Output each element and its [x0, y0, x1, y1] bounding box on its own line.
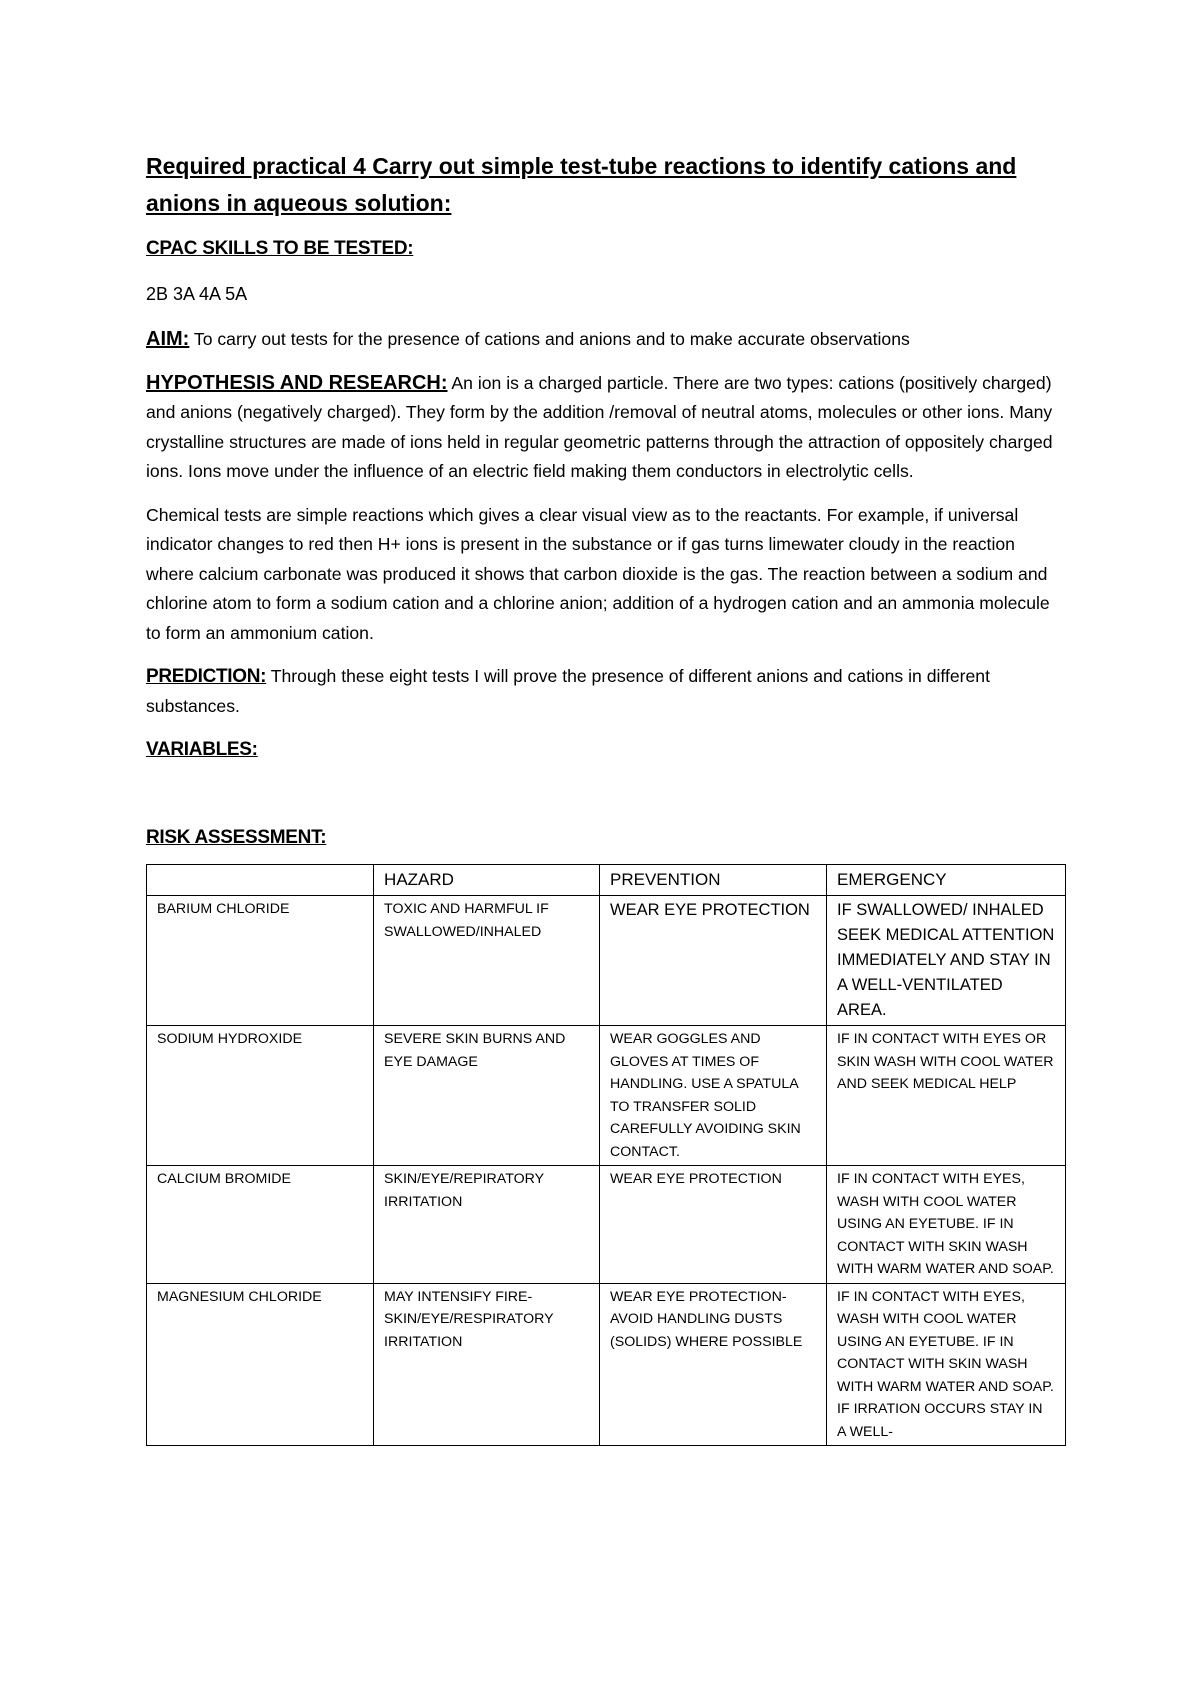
prevention-cell: WEAR GOGGLES AND GLOVES AT TIMES OF HANDLING. USE A SPATULA TO TRANSFER SOLID CAREFULLY AVOIDING SKIN CONTACT. — [600, 1026, 827, 1166]
cpac-heading — [146, 234, 1066, 264]
table-row — [147, 1283, 1066, 1446]
table-header-row — [147, 865, 1066, 896]
cpac-codes: 2B 3A 4A 5A — [146, 283, 248, 304]
variables-heading — [146, 735, 1066, 765]
hazard-cell: SEVERE SKIN BURNS AND EYE DAMAGE — [374, 1026, 600, 1166]
hypothesis-paragraph — [146, 369, 1066, 487]
risk-assessment-heading — [146, 823, 1066, 853]
prediction-text: Through these eight tests I will prove the presence of different anions and cations in different substances. — [146, 666, 990, 716]
cpac-heading-label: CPAC SKILLS TO BE TESTED: — [146, 238, 414, 259]
document-page — [146, 148, 1066, 1446]
hazard-cell: SKIN/EYE/REPIRATORY IRRITATION — [374, 1166, 600, 1284]
substance-cell: MAGNESIUM CHLORIDE — [147, 1283, 374, 1446]
header-prevention: PREVENTION — [600, 865, 827, 896]
prediction-paragraph — [146, 662, 1066, 721]
header-emergency: EMERGENCY — [827, 865, 1066, 896]
prevention-cell: WEAR EYE PROTECTION- AVOID HANDLING DUSTS (SOLIDS) WHERE POSSIBLE — [600, 1283, 827, 1446]
header-substance — [147, 865, 374, 896]
aim-text: To carry out tests for the presence of cations and anions and to make accurate observations — [189, 329, 910, 349]
substance-cell: SODIUM HYDROXIDE — [147, 1026, 374, 1166]
emergency-cell: IF IN CONTACT WITH EYES, WASH WITH COOL WATER USING AN EYETUBE. IF IN CONTACT WITH SKIN WASH WITH WARM WATER AND SOAP. IF IRRATION OCCURS STAY IN A WELL- — [827, 1283, 1066, 1446]
hazard-cell: TOXIC AND HARMFUL IF SWALLOWED/INHALED — [374, 896, 600, 1026]
document-title: Required practical 4 Carry out simple test-tube reactions to identify cations and anions in aqueous solution: — [146, 153, 1017, 216]
substance-cell: BARIUM CHLORIDE — [147, 896, 374, 1026]
risk-assessment-table — [146, 864, 1066, 1446]
hazard-cell: MAY INTENSIFY FIRE- SKIN/EYE/RESPIRATORY IRRITATION — [374, 1283, 600, 1446]
variables-label: VARIABLES: — [146, 739, 258, 760]
prevention-cell: WEAR EYE PROTECTION — [600, 1166, 827, 1284]
prevention-cell: WEAR EYE PROTECTION — [600, 896, 827, 1026]
table-row — [147, 1026, 1066, 1166]
risk-assessment-label: RISK ASSESSMENT: — [146, 826, 327, 848]
chemical-tests-paragraph: Chemical tests are simple reactions which gives a clear visual view as to the reactants. For example, if universal indicator changes to red then H+ ions is present in the substance or if gas turns limewater cloudy in the reaction where calcium carbonate was produced it shows that carbon dioxide is the gas. The reaction between a sodium and chlorine atom to form a sodium cation and a chlorine anion; addition of a hydrogen cation and an ammonia molecule to form an ammonium cation. — [146, 504, 1050, 643]
hypothesis-text: An ion is a charged particle. There are two types: cations (positively charged) and anions (negatively charged). They form by the addition /removal of neutral atoms, molecules or other ions. Many crystalline structures are made of ions held in regular geometric patterns through the attraction of oppositely charged ions. Ions move under the influence of an electric field making them conductors in electrolytic cells. — [146, 372, 1053, 481]
emergency-cell: IF IN CONTACT WITH EYES OR SKIN WASH WITH COOL WATER AND SEEK MEDICAL HELP — [827, 1026, 1066, 1166]
header-hazard: HAZARD — [374, 865, 600, 896]
aim-label: AIM: — [146, 328, 190, 350]
substance-cell: CALCIUM BROMIDE — [147, 1166, 374, 1284]
table-row — [147, 896, 1066, 1026]
hypothesis-label: HYPOTHESIS AND RESEARCH: — [146, 371, 448, 394]
prediction-label: PREDICTION: — [146, 666, 267, 687]
aim-paragraph — [146, 325, 1066, 355]
emergency-cell: IF SWALLOWED/ INHALED SEEK MEDICAL ATTENTION IMMEDIATELY AND STAY IN A WELL-VENTILATED AREA. — [827, 896, 1066, 1026]
table-row — [147, 1166, 1066, 1284]
emergency-cell: IF IN CONTACT WITH EYES, WASH WITH COOL WATER USING AN EYETUBE. IF IN CONTACT WITH SKIN WASH WITH WARM WATER AND SOAP. — [827, 1166, 1066, 1284]
